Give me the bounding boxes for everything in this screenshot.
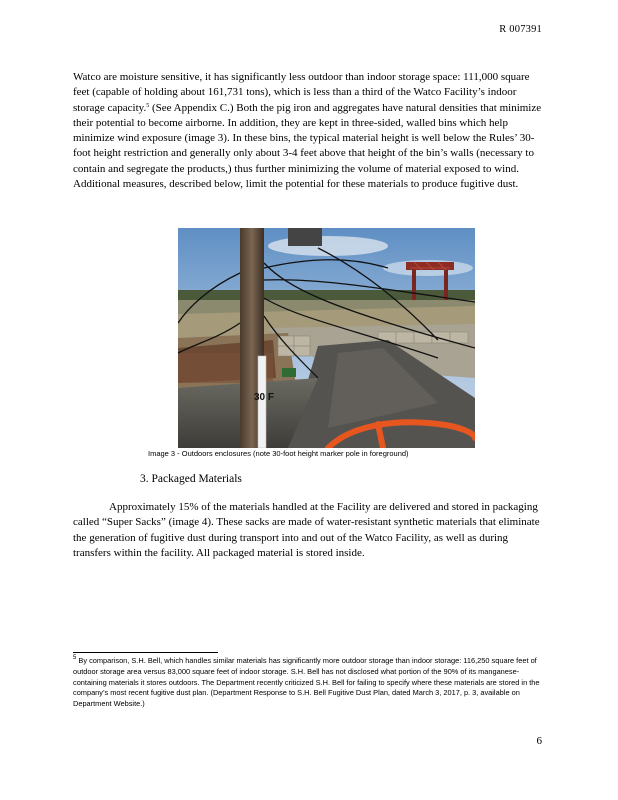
photo-illustration [178,228,475,448]
footnote-number: 5 [73,655,77,661]
footnote-reference[interactable]: 5 [146,102,150,109]
footnote-text: By comparison, S.H. Bell, which handles similar materials has significantly more outdoor storage than indoor storage: 116,250 square feet of outdoor storage area versus 83,000 square feet of indoor storage. S.H. Bell has not disclosed what portion of the 90% of its manganese-containing materials it stores outdoors. The Department recently criticized S.H. Bell for failing to specify where these materials are stored in the company’s most recent fugitive dust plan. (Department Response to S.H. Bell Fugitive Dust Plan, dated March 3, 2017, p. 3, available on Department Website.) [73,656,540,709]
body-paragraph-1 [73,70,545,192]
footnote-divider [73,652,218,653]
section-heading: 3. Packaged Materials [140,473,242,485]
footnote [73,656,545,710]
paragraph-1-text-a: Watco are moisture sensitive, it has significantly less outdoor than indoor storage space: 111,000 square feet (capable of holding about 161,731 tons), which is less than a third of the Watco Facility’s indoor storage capacity. [73,71,530,114]
body-paragraph-2: Approximately 15% of the materials handled at the Facility are delivered and stored in packaging called “Super Sacks” (image 4). These sacks are made of water-resistant synthetic materials that eliminate the generation of fugitive dust during transport into and out of the Watco Facility, as well as during transfers within the facility. All packaged material is stored inside. [73,501,540,559]
outdoor-enclosures-photo [178,228,475,448]
paragraph-1-text-b: (See Appendix C.) Both the pig iron and aggregates have natural densities that minimize their potential to become airborne. In addition, they are kept in three-sided, walled bins which help minimize wind exposure (image 3). In these bins, the typical material height is well below the Rules’ 30-foot height restriction and generally only about 3-4 feet above that height of the bin’s walls (necessary to contain and segregate the products,) thus further minimizing the volume of material exposed to wind. Additional measures, described below, limit the potential for these materials to produce fugitive dust. [73,101,542,191]
figure-caption: Image 3 - Outdoors enclosures (note 30-foot height marker pole in foreground) [148,449,409,458]
page-number: 6 [536,735,542,747]
marker-label: 30 F [254,392,275,403]
bates-number: R 007391 [499,24,542,35]
